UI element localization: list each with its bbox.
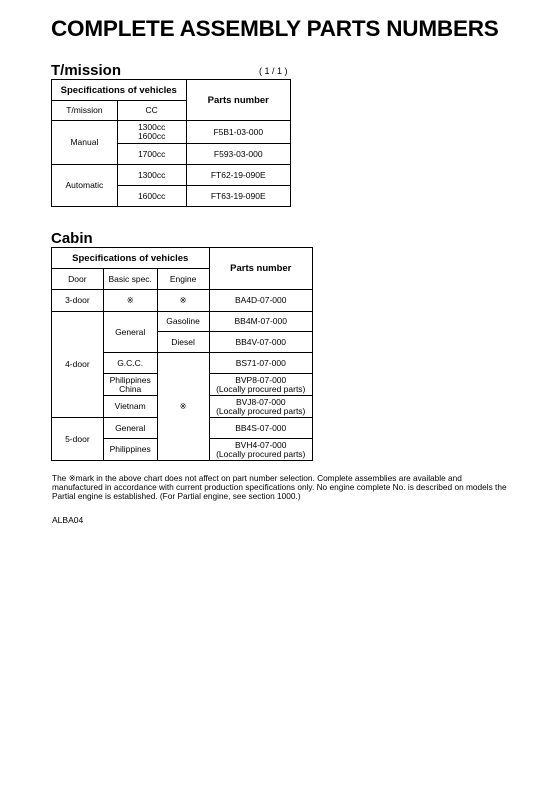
col-engine: Engine [157,269,209,290]
cabin-part-number: BB4S-07-000 [209,418,313,439]
page-indicator: ( 1 / 1 ) [259,66,288,76]
mark-symbol: ※ [157,290,209,312]
cabin-engine: Gasoline [157,312,209,332]
tmission-cc-cell: 1300cc 1600cc [117,121,186,144]
cabin-heading: Cabin [51,230,93,247]
col-basic-spec: Basic spec. [103,269,157,290]
tmission-cc-cell: 1300cc [117,165,186,186]
mark-symbol: ※ [157,353,209,461]
cabin-table [51,247,313,461]
document-code: ALBA04 [52,515,84,525]
mark-symbol: ※ [103,290,157,312]
cabin-basic-spec: General [103,312,157,353]
cabin-part-number: BS71-07-000 [209,353,313,374]
tmission-cc-cell: 1600cc [117,186,186,207]
cabin-basic-spec: Philippines [103,439,157,461]
cabin-part-number: BVP8-07-000 (Locally procured parts) [209,374,313,396]
cabin-door: 5-door [52,418,104,461]
cabin-spec-header: Specifications of vehicles [52,248,210,269]
cabin-part-number: BB4M-07-000 [209,312,313,332]
tmission-part-number: F5B1-03-000 [186,121,291,144]
tmission-automatic: Automatic [52,165,118,207]
mark-symbol: ※ [68,473,76,483]
tmission-table [51,79,291,207]
col-cc: CC [117,101,186,121]
footnote: The ※mark in the above chart does not affect on part number selection. Complete assemblies are available and manufactured in accordance with current production specifications only. No engine complete No. is described on models the Partial engine is established. (For Partial engine, see section 1000.) [52,473,507,501]
page-title: COMPLETE ASSEMBLY PARTS NUMBERS [51,16,499,41]
tmission-part-number: FT63-19-090E [186,186,291,207]
cabin-part-number: BA4D-07-000 [209,290,313,312]
tmission-part-number: F593-03-000 [186,144,291,165]
cabin-door: 3-door [52,290,104,312]
col-tmission: T/mission [52,101,118,121]
cabin-part-number: BVH4-07-000 (Locally procured parts) [209,439,313,461]
tmission-part-number: FT62-19-090E [186,165,291,186]
col-door: Door [52,269,104,290]
tmission-spec-header: Specifications of vehicles [52,80,187,101]
cabin-part-number: BVJ8-07-000 (Locally procured parts) [209,396,313,418]
cabin-parts-header: Parts number [209,248,313,290]
tmission-heading: T/mission [51,62,122,79]
tmission-manual: Manual [52,121,118,165]
tmission-parts-header: Parts number [186,80,291,121]
cabin-basic-spec: General [103,418,157,439]
cabin-part-number: BB4V-07-000 [209,332,313,353]
tmission-cc-cell: 1700cc [117,144,186,165]
cabin-basic-spec: Vietnam [103,396,157,418]
cabin-engine: Diesel [157,332,209,353]
cabin-door: 4-door [52,312,104,418]
cabin-basic-spec: Philippines China [103,374,157,396]
cabin-basic-spec: G.C.C. [103,353,157,374]
